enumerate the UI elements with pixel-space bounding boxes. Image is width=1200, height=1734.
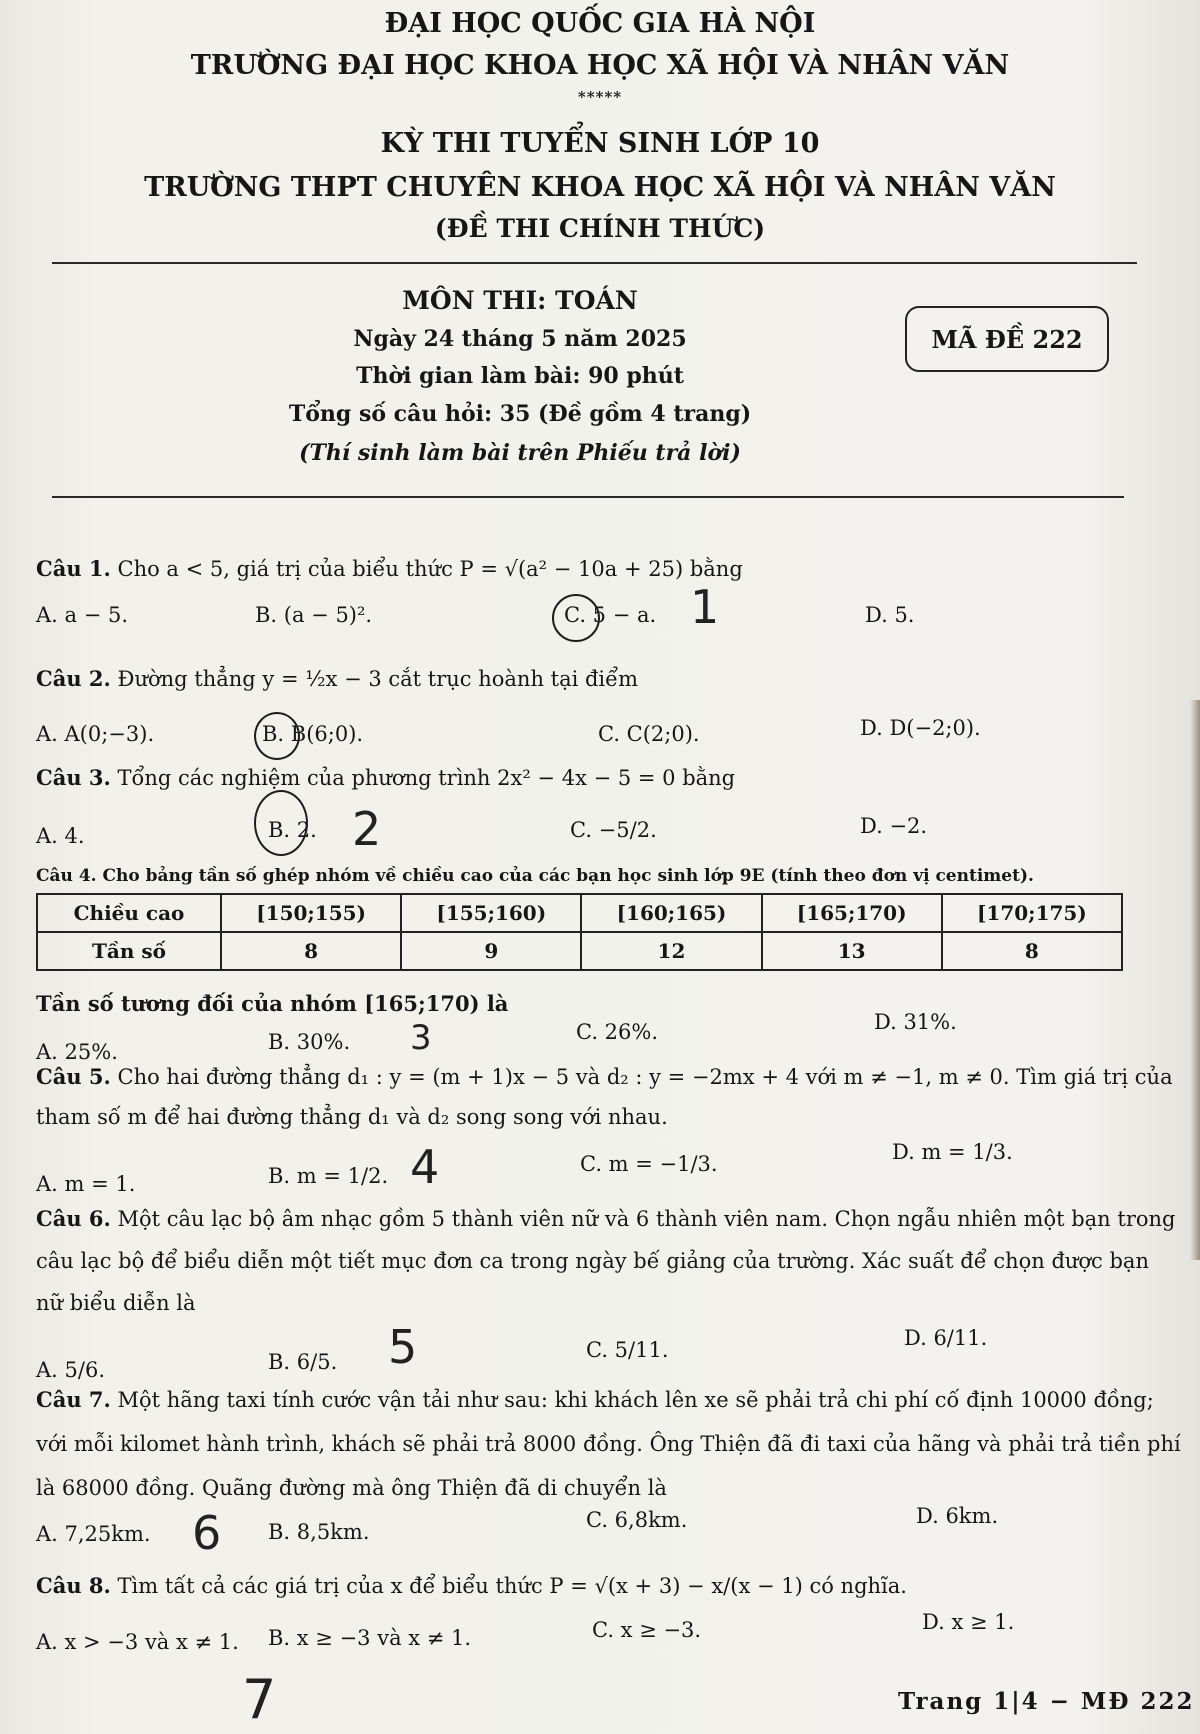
option-2c: C. C(2;0).: [598, 722, 700, 746]
frequency-table: [36, 893, 1123, 971]
option-3c: C. −5/2.: [570, 818, 657, 842]
table-cell: 8: [221, 932, 401, 970]
table-cell: 8: [942, 932, 1122, 970]
handwritten-mark: 1: [690, 580, 720, 634]
question-4-prompt: Tần số tương đối của nhóm [165;170) là: [36, 991, 509, 1016]
option-4c: C. 26%.: [576, 1020, 659, 1044]
option-6a: A. 5/6.: [36, 1358, 105, 1382]
handwritten-mark: 4: [410, 1140, 440, 1194]
answer-sheet-note: (Thí sinh làm bài trên Phiếu trả lời): [299, 440, 741, 466]
question-count: Tổng số câu hỏi: 35 (Đề gồm 4 trang): [288, 401, 752, 427]
university-title: ĐẠI HỌC QUỐC GIA HÀ NỘI: [384, 8, 816, 39]
option-5c: C. m = −1/3.: [580, 1152, 718, 1176]
option-2d: D. D(−2;0).: [860, 716, 981, 740]
option-1d: D. 5.: [865, 603, 915, 627]
option-5a: A. m = 1.: [36, 1172, 136, 1196]
high-school-title: TRƯỜNG THPT CHUYÊN KHOA HỌC XÃ HỘI VÀ NHÂN VĂN: [144, 172, 1056, 203]
question-label: Câu 5.: [36, 1064, 111, 1089]
option-6d: D. 6/11.: [904, 1326, 988, 1350]
table-cell: [160;165): [581, 894, 761, 932]
option-2a: A. A(0;−3).: [36, 722, 155, 746]
table-cell: 13: [762, 932, 942, 970]
header-divider: [52, 262, 1137, 264]
option-4b: B. 30%.: [268, 1030, 351, 1054]
option-5b: B. m = 1/2.: [268, 1164, 389, 1188]
table-header-cell: Chiều cao: [37, 894, 221, 932]
question-5-line2: tham số m để hai đường thẳng d₁ và d₂ song song với nhau.: [36, 1105, 668, 1129]
question-label: Câu 7.: [36, 1387, 111, 1412]
question-5: [36, 1063, 1181, 1091]
subject-title: MÔN THI: TOÁN: [402, 286, 638, 315]
option-3d: D. −2.: [860, 814, 928, 838]
question-label: Câu 4.: [36, 866, 97, 886]
page-footer: Trang 1|4 − MĐ 222: [898, 1688, 1195, 1715]
school-title: TRƯỜNG ĐẠI HỌC KHOA HỌC XÃ HỘI VÀ NHÂN VĂN: [190, 50, 1010, 81]
question-label: Câu 6.: [36, 1206, 111, 1231]
table-header-cell: Tần số: [37, 932, 221, 970]
option-3a: A. 4.: [36, 824, 85, 848]
table-cell: 12: [581, 932, 761, 970]
option-5d: D. m = 1/3.: [892, 1140, 1013, 1164]
question-1: [36, 555, 1181, 583]
option-1b: B. (a − 5)².: [255, 603, 373, 627]
question-3: [36, 764, 1181, 792]
option-8a: A. x > −3 và x ≠ 1.: [36, 1630, 239, 1654]
table-row: [37, 894, 1122, 932]
option-8d: D. x ≥ 1.: [922, 1610, 1015, 1634]
question-label: Câu 3.: [36, 765, 111, 790]
option-6b: B. 6/5.: [268, 1350, 338, 1374]
option-4a: A. 25%.: [36, 1040, 118, 1064]
handwritten-mark: 3: [410, 1018, 432, 1058]
table-cell: [155;160): [401, 894, 581, 932]
handwritten-mark: 6: [192, 1506, 222, 1560]
question-text: Cho a < 5, giá trị của biểu thức P = √(a² − 10a + 25) bằng: [117, 557, 743, 581]
option-2b: B. B(6;0).: [262, 722, 364, 746]
option-8b: B. x ≥ −3 và x ≠ 1.: [268, 1626, 472, 1650]
handwritten-mark: 7: [242, 1668, 277, 1731]
option-1c: C. 5 − a.: [564, 603, 657, 627]
question-text: Đường thẳng y = ½x − 3 cắt trục hoành tại điểm: [117, 667, 638, 691]
table-row: [37, 932, 1122, 970]
question-8: [36, 1572, 1181, 1600]
question-6: [36, 1198, 1181, 1324]
table-cell: [170;175): [942, 894, 1122, 932]
question-label: Câu 2.: [36, 666, 111, 691]
table-cell: 9: [401, 932, 581, 970]
option-7a: A. 7,25km.: [36, 1522, 151, 1546]
question-text: Cho hai đường thẳng d₁ : y = (m + 1)x − 5 và d₂ : y = −2mx + 4 với m ≠ −1, m ≠ 0. Tìm giá trị của: [117, 1065, 1173, 1089]
table-cell: [165;170): [762, 894, 942, 932]
handwritten-mark: 2: [352, 802, 382, 856]
option-7c: C. 6,8km.: [586, 1508, 688, 1532]
question-text: Cho bảng tần số ghép nhóm về chiều cao của các bạn học sinh lớp 9E (tính theo đơn vị centimet).: [102, 866, 1034, 886]
question-label: Câu 8.: [36, 1573, 111, 1598]
question-2: [36, 665, 1181, 693]
answer-circle: [254, 712, 300, 760]
info-divider: [52, 496, 1124, 498]
question-label: Câu 1.: [36, 556, 111, 581]
option-1a: A. a − 5.: [36, 603, 129, 627]
option-7d: D. 6km.: [916, 1504, 999, 1528]
question-text: Một câu lạc bộ âm nhạc gồm 5 thành viên nữ và 6 thành viên nam. Chọn ngẫu nhiên một bạn trong câu lạc bộ để biểu diễn một tiết mục đơn ca trong ngày bế giảng của trường. Xác suất để chọn được bạn nữ biểu diễn là: [36, 1207, 1176, 1315]
exam-date: Ngày 24 tháng 5 năm 2025: [353, 326, 687, 352]
table-cell: [150;155): [221, 894, 401, 932]
option-7b: B. 8,5km.: [268, 1520, 370, 1544]
question-text: Tổng các nghiệm của phương trình 2x² − 4x − 5 = 0 bằng: [117, 766, 736, 790]
exam-title: KỲ THI TUYỂN SINH LỚP 10: [380, 128, 820, 159]
question-text: Một hãng taxi tính cước vận tải như sau: khi khách lên xe sẽ phải trả chi phí cố định 10000 đồng; với mỗi kilomet hành trình, khách sẽ phải trả 8000 đồng. Ông Thiện đã đi taxi của hãng và phải trả tiền phí là 68000 đồng. Quãng đường mà ông Thiện đã di chuyển là: [36, 1388, 1181, 1500]
question-text: Tìm tất cả các giá trị của x để biểu thức P = √(x + 3) − x/(x − 1) có nghĩa.: [117, 1574, 907, 1598]
option-3b: B. 2.: [268, 818, 317, 842]
answer-circle: [552, 594, 600, 642]
exam-duration: Thời gian làm bài: 90 phút: [356, 363, 684, 389]
question-4: [36, 862, 1181, 890]
option-4d: D. 31%.: [874, 1010, 957, 1034]
exam-code-box: MÃ ĐỀ 222: [905, 306, 1109, 372]
page-edge-shadow: [1190, 700, 1200, 1260]
question-7: [36, 1378, 1181, 1510]
option-8c: C. x ≥ −3.: [592, 1618, 702, 1642]
stars-divider: *****: [577, 88, 623, 106]
option-6c: C. 5/11.: [586, 1338, 669, 1362]
handwritten-mark: 5: [388, 1320, 418, 1374]
answer-circle: [254, 790, 308, 856]
official-label: (ĐỀ THI CHÍNH THỨC): [434, 214, 766, 243]
